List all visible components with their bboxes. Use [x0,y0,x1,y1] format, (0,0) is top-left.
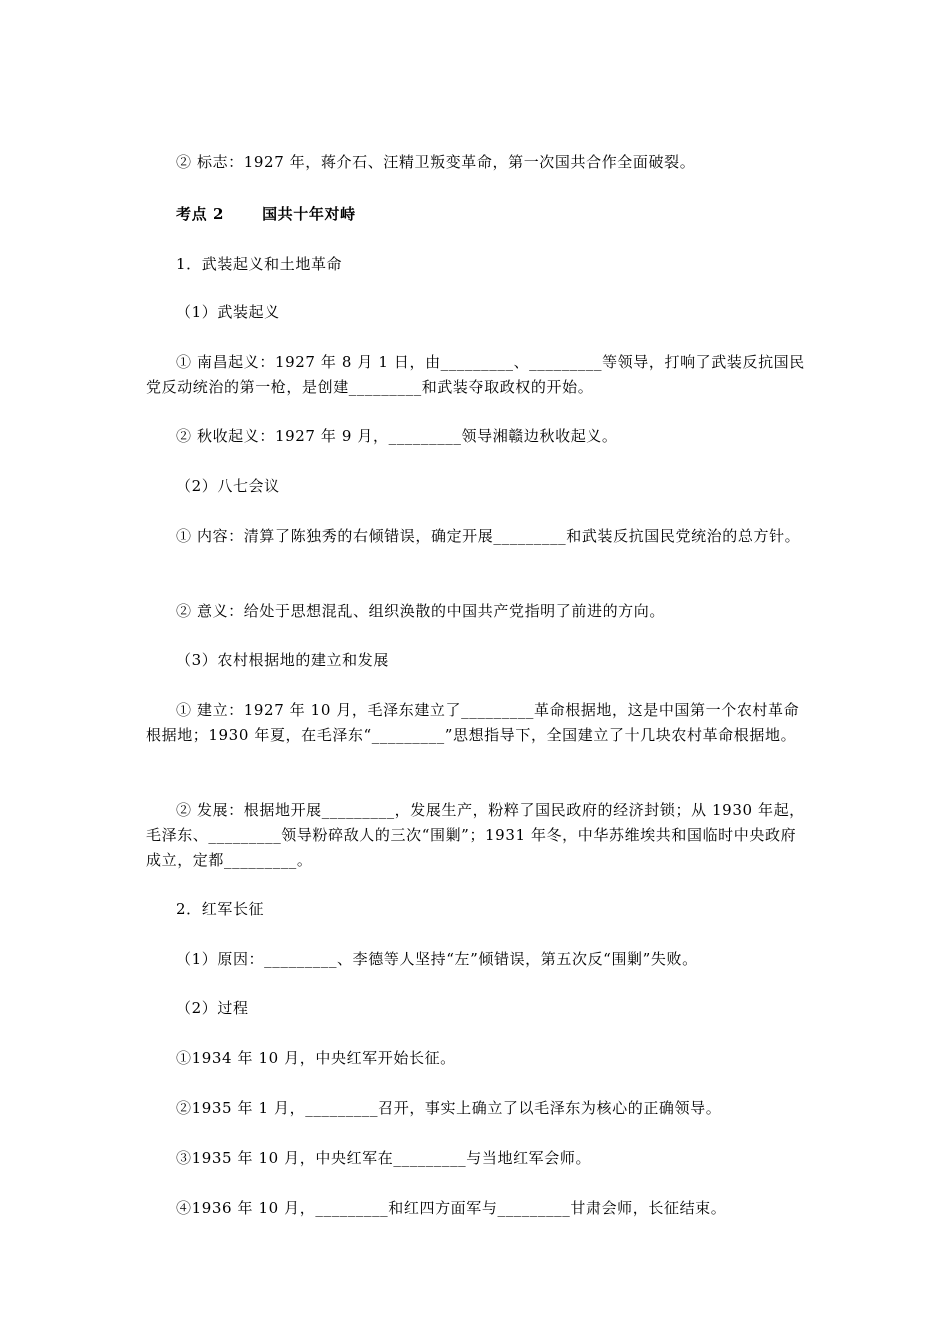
paragraph-sign: ② 标志：1927 年，蒋介石、汪精卫叛变革命，第一次国共合作全面破裂。 [176,153,696,171]
section-heading [146,202,808,227]
paragraph-development: ② 发展：根据地开展_________，发展生产，粉粹了国民政府的经济封锁；从 1930 年起，毛泽东、_________领导粉碎敌人的三次“围剿”；1931 年冬，中华苏维埃共和国临时中央政府成立，定都_________。 [146,801,805,869]
heading-title: 国共十年对峙 [262,205,356,223]
item-armed-uprising: （1）武装起义 [176,303,280,321]
paragraph-process-1: ①1934 年 10 月，中央红军开始长征。 [176,1049,456,1067]
paragraph-content: ① 内容：清算了陈独秀的右倾错误，确定开展_________和武装反抗国民党统治的总方针。 [176,527,801,545]
paragraph-autumn-harvest: ② 秋收起义：1927 年 9 月，_________领导湘赣边秋收起义。 [176,427,618,445]
paragraph-process-3: ③1935 年 10 月，中央红军在_________与当地红军会师。 [176,1149,592,1167]
paragraph-nanchang: ① 南昌起义：1927 年 8 月 1 日，由_________、_________等领导，打响了武装反抗国民党反动统治的第一枪，是创建_________和武装夺取政权的开始。 [146,353,805,396]
paragraph-process-4: ④1936 年 10 月，_________和红四方面军与_________甘肃会师，长征结束。 [176,1199,727,1217]
heading-label: 考点 2 [176,205,225,223]
paragraph-process-2: ②1935 年 1 月，_________召开，事实上确立了以毛泽东为核心的正确领导。 [176,1099,722,1117]
paragraph-establishment: ① 建立：1927 年 10 月，毛泽东建立了_________革命根据地，这是中国第一个农村革命根据地；1930 年夏，在毛泽东“_________”思想指导下，全国建立了十几块农村革命根据地。 [146,701,800,744]
paragraph-cause: （1）原因：_________、李德等人坚持“左”倾错误，第五次反“围剿”失败。 [176,950,698,968]
paragraph-significance: ② 意义：给处于思想混乱、组织涣散的中国共产党指明了前进的方向。 [176,602,665,620]
item-august-seventh: （2）八七会议 [176,477,280,495]
item-base-areas: （3）农村根据地的建立和发展 [176,651,389,669]
subheading-long-march: 2．红军长征 [176,900,265,918]
item-process: （2）过程 [176,999,249,1017]
subheading-armed-uprising: 1．武装起义和土地革命 [176,255,343,273]
